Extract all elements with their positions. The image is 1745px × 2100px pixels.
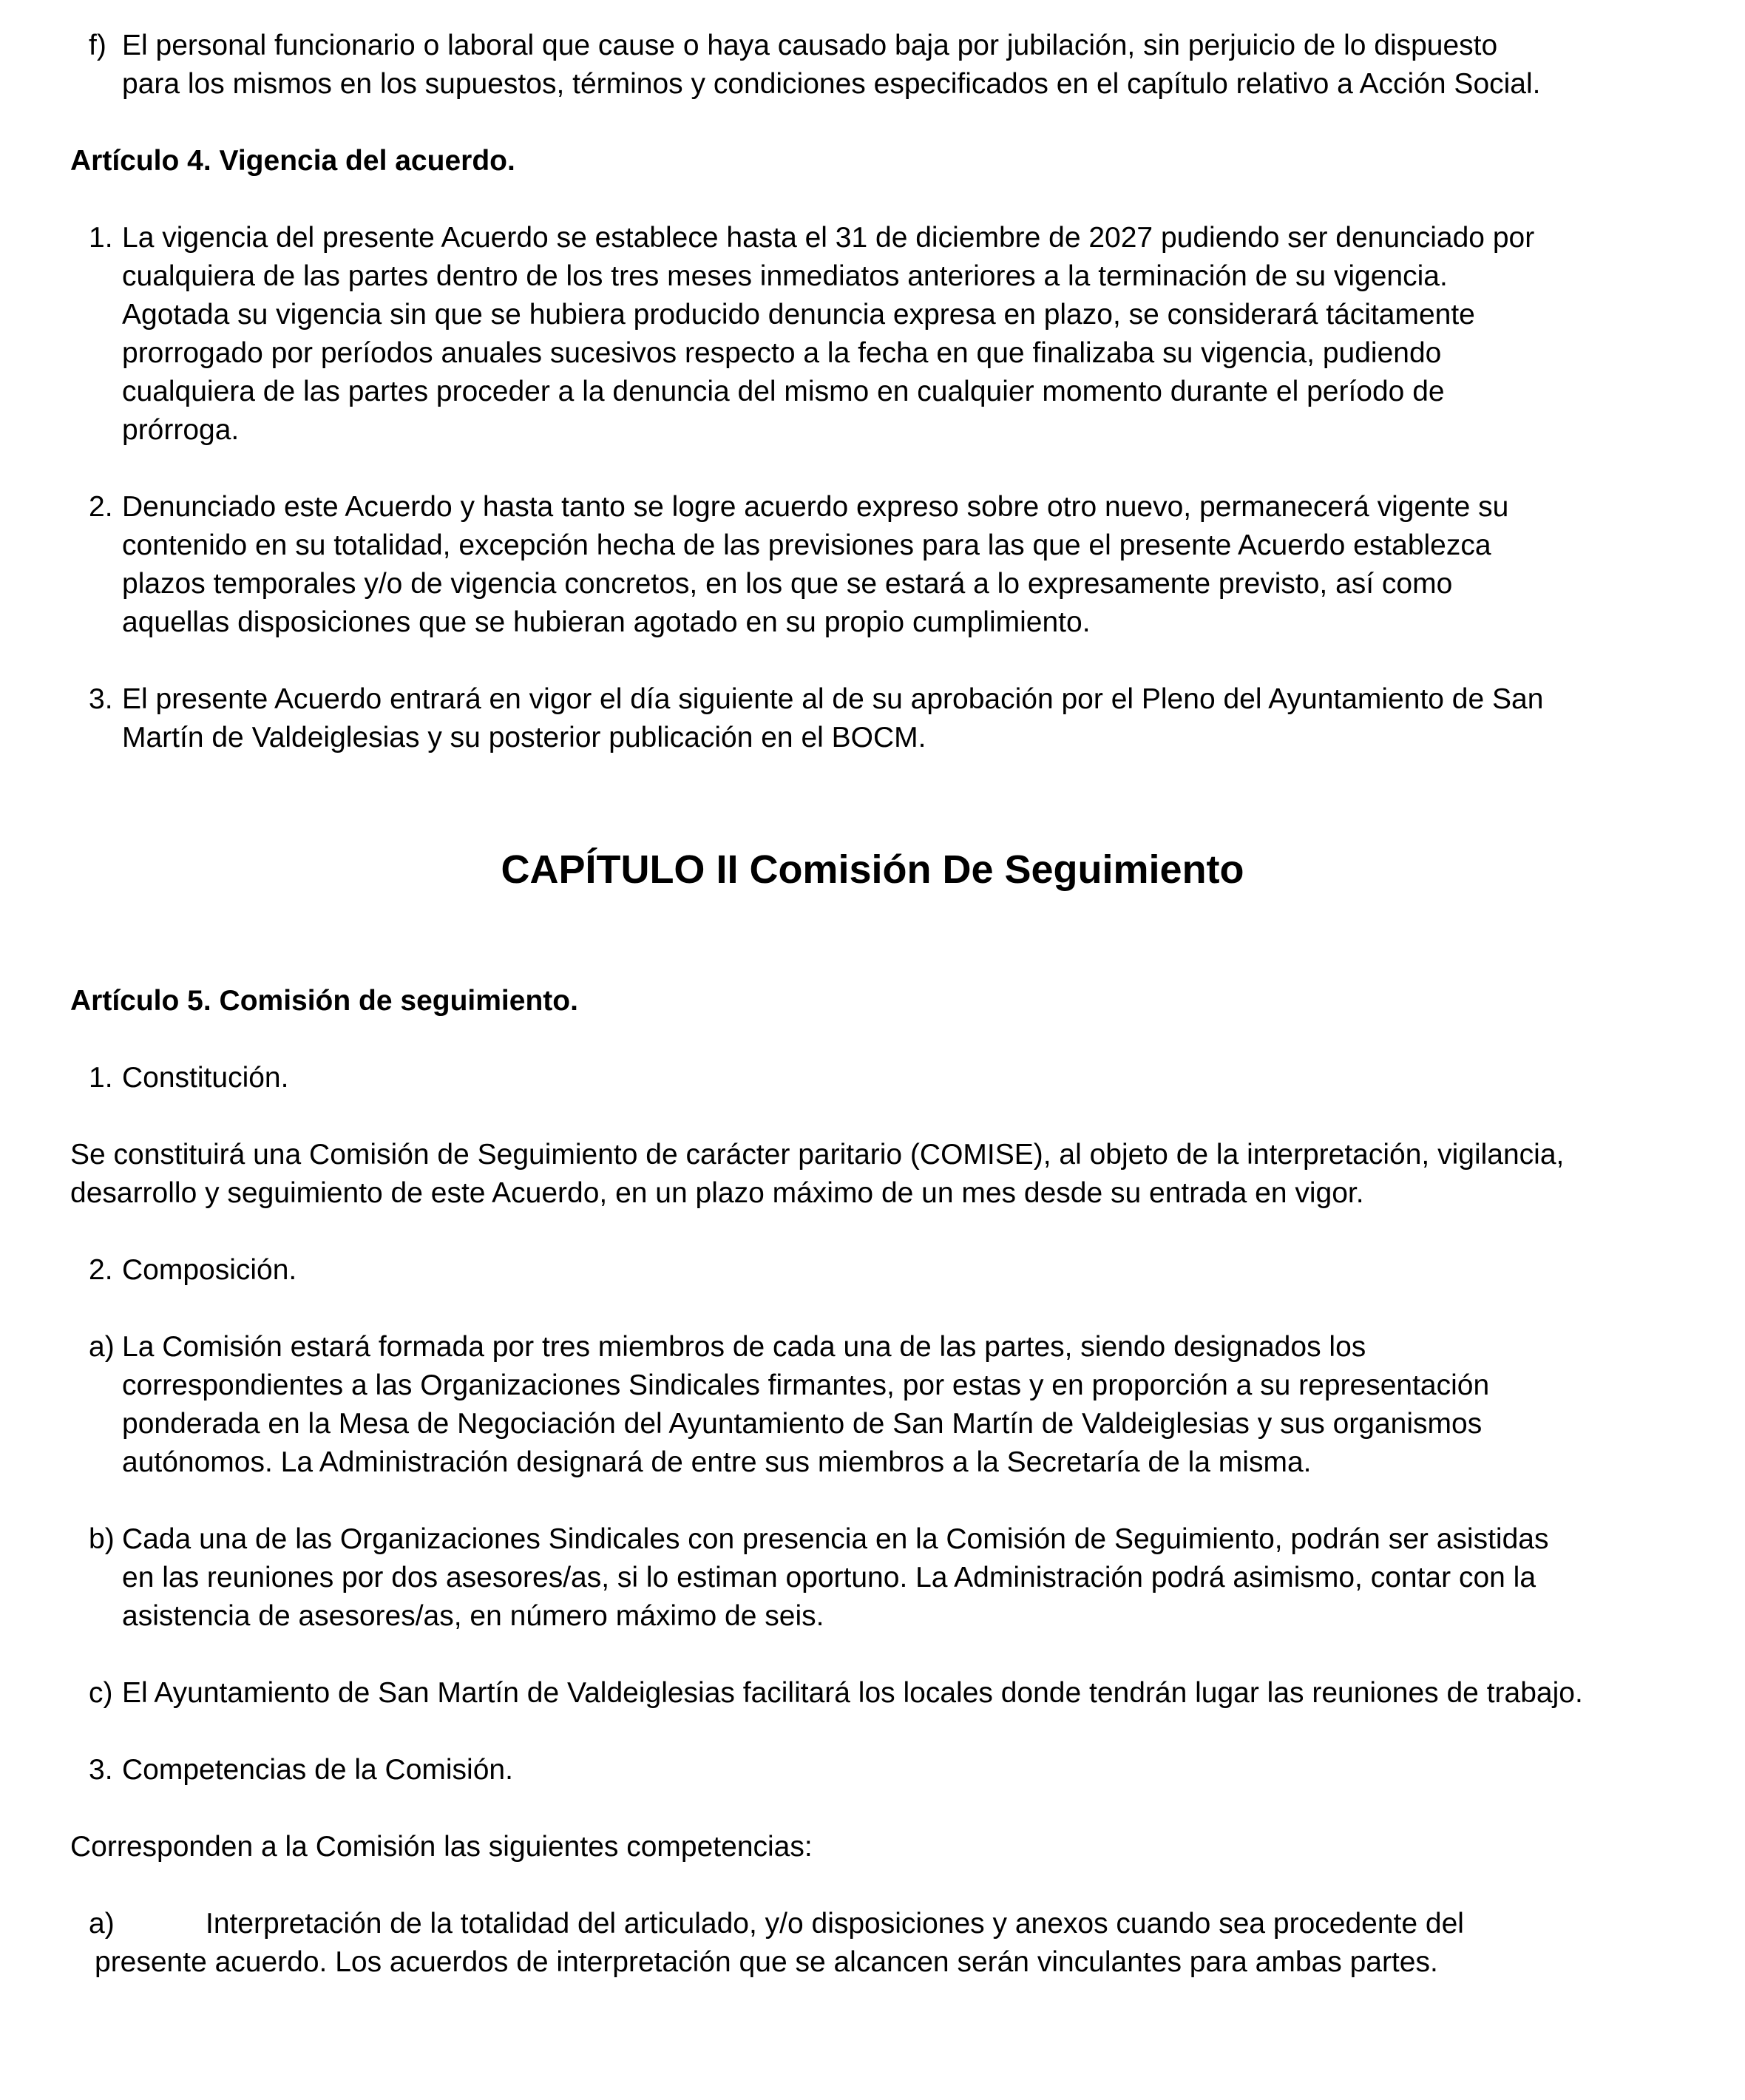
list-item-f (70, 27, 1675, 104)
text-line: Se constituirá una Comisión de Seguimiento de carácter paritario (COMISE), al objeto de la interpretación, vigilancia, (70, 1139, 1565, 1171)
item-marker: a) (89, 1331, 115, 1363)
list-item-competencias (70, 1751, 1675, 1789)
text-line: ponderada en la Mesa de Negociación del Ayuntamiento de San Martín de Valdeiglesias y sus organismos (122, 1408, 1483, 1440)
text-line: Interpretación de la totalidad del articulado, y/o disposiciones y anexos cuando sea procedente del (206, 1908, 1464, 1940)
item-marker: 2. (89, 1254, 113, 1286)
paragraph-comise (70, 1136, 1675, 1213)
list-item-constitucion (70, 1059, 1675, 1097)
text-line: Composición. (122, 1254, 297, 1286)
text-line: correspondientes a las Organizaciones Sindicales firmantes, por estas y en proporción a su representación (122, 1369, 1490, 1401)
item-marker: f) (89, 30, 106, 61)
item-marker: 3. (89, 683, 113, 715)
text-line: El personal funcionario o laboral que cause o haya causado baja por jubilación, sin perjuicio de lo dispuesto (122, 30, 1498, 61)
article-4-heading: Artículo 4. Vigencia del acuerdo. (70, 145, 515, 177)
text-line: La vigencia del presente Acuerdo se establece hasta el 31 de diciembre de 2027 pudiendo ser denunciado por (122, 222, 1535, 254)
item-marker: 2. (89, 491, 113, 523)
list-item-1 (70, 219, 1675, 450)
item-marker: c) (89, 1677, 113, 1709)
text-line: plazos temporales y/o de vigencia concretos, en los que se estará a lo expresamente previsto, así como (122, 568, 1453, 600)
item-marker: 1. (89, 1062, 113, 1094)
text-line: desarrollo y seguimiento de este Acuerdo, en un plazo máximo de un mes desde su entrada en vigor. (70, 1177, 1364, 1209)
text-line: Agotada su vigencia sin que se hubiera producido denuncia expresa en plazo, se considerará tácitamente (122, 299, 1475, 331)
text-line: autónomos. La Administración designará de entre sus miembros a la Secretaría de la misma. (122, 1446, 1312, 1478)
text-line: Competencias de la Comisión. (122, 1754, 513, 1786)
paragraph-competencias-intro (70, 1828, 1675, 1866)
item-marker: 3. (89, 1754, 113, 1786)
list-item-a (70, 1328, 1675, 1482)
list-item-b (70, 1520, 1675, 1636)
article-5-heading: Artículo 5. Comisión de seguimiento. (70, 985, 578, 1017)
text-line: cualquiera de las partes proceder a la denuncia del mismo en cualquier momento durante el período de (122, 376, 1445, 407)
text-line: El Ayuntamiento de San Martín de Valdeiglesias facilitará los locales donde tendrán lugar las reuniones de trabajo. (122, 1677, 1583, 1709)
text-line: en las reuniones por dos asesores/as, si lo estiman oportuno. La Administración podrá asimismo, contar con la (122, 1562, 1536, 1593)
text-line: prorrogado por períodos anuales sucesivos respecto a la fecha en que finalizaba su vigencia, pudiendo (122, 337, 1442, 369)
text-line: Denunciado este Acuerdo y hasta tanto se logre acuerdo expreso sobre otro nuevo, permanecerá vigente su (122, 491, 1509, 523)
text-line: asistencia de asesores/as, en número máximo de seis. (122, 1600, 824, 1632)
text-line: presente acuerdo. Los acuerdos de interpretación que se alcancen serán vinculantes para ambas partes. (95, 1946, 1438, 1978)
text-line: aquellas disposiciones que se hubieran agotado en su propio cumplimiento. (122, 606, 1091, 638)
item-marker: a) (89, 1908, 115, 1940)
text-line: Constitución. (122, 1062, 289, 1094)
list-item-3 (70, 680, 1675, 757)
list-item-a-interpretacion (70, 1905, 1675, 1982)
item-marker: 1. (89, 222, 113, 254)
list-item-composicion (70, 1251, 1675, 1290)
chapter-2-title: CAPÍTULO II Comisión De Seguimiento (501, 847, 1244, 892)
text-line: Cada una de las Organizaciones Sindicales con presencia en la Comisión de Seguimiento, podrán ser asistidas (122, 1523, 1549, 1555)
text-line: cualquiera de las partes dentro de los tres meses inmediatos anteriores a la terminación de su vigencia. (122, 260, 1448, 292)
text-line: Martín de Valdeiglesias y su posterior publicación en el BOCM. (122, 722, 926, 753)
text-line: prórroga. (122, 414, 240, 446)
list-item-2 (70, 488, 1675, 642)
text-line: La Comisión estará formada por tres miembros de cada una de las partes, siendo designados los (122, 1331, 1366, 1363)
text-line: para los mismos en los supuestos, términos y condiciones especificados en el capítulo relativo a Acción Social. (122, 68, 1541, 100)
text-line: Corresponden a la Comisión las siguientes competencias: (70, 1831, 813, 1863)
text-line: contenido en su totalidad, excepción hecha de las previsiones para las que el presente Acuerdo establezca (122, 529, 1491, 561)
text-line: El presente Acuerdo entrará en vigor el día siguiente al de su aprobación por el Pleno del Ayuntamiento de San (122, 683, 1544, 715)
list-item-c (70, 1674, 1675, 1713)
item-marker: b) (89, 1523, 115, 1555)
